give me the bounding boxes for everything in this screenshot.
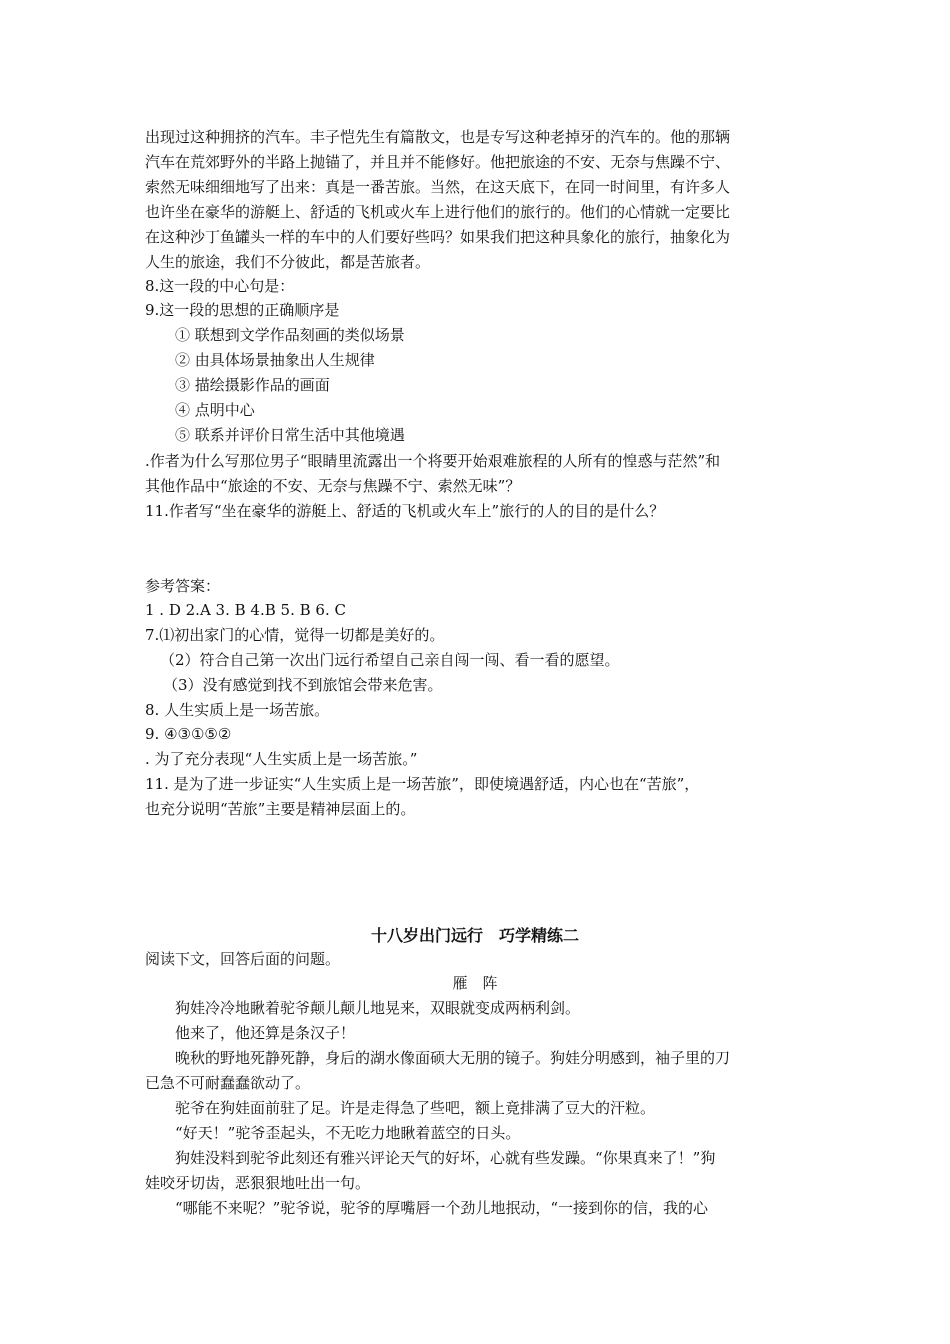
answer-7: 7.⑴初出家门的心情，觉得一切都是美好的。 bbox=[145, 626, 445, 644]
answer-9: 9. ④③①⑤② bbox=[145, 725, 232, 743]
story-line: 狗娃冷冷地瞅着驼爷颠儿颠儿地晃来，双眼就变成两柄利剑。 bbox=[175, 999, 581, 1017]
section-title: 十八岁出门远行 巧学精练二 bbox=[370, 926, 579, 945]
question-9-option: ② 由具体场景抽象出人生规律 bbox=[175, 351, 375, 369]
passage-line: 也许坐在豪华的游艇上、舒适的飞机或火车上进行他们的旅行的。他们的心情就一定要比 bbox=[145, 203, 731, 221]
story-line: 他来了，他还算是条汉子！ bbox=[175, 1024, 356, 1042]
story-line: 狗娃没料到驼爷此刻还有雅兴评论天气的好坏，心就有些发躁。“你果真来了！”狗 bbox=[175, 1149, 716, 1167]
story-line: “好天！”驼爷歪起头，不无吃力地瞅着蓝空的日头。 bbox=[175, 1124, 521, 1142]
answer-7-3: （3）没有感觉到找不到旅馆会带来危害。 bbox=[163, 676, 443, 694]
instruction: 阅读下文，回答后面的问题。 bbox=[145, 950, 341, 968]
answer-11: 11. 是为了进一步证实“人生实质上是一场苦旅”，即使境遇舒适，内心也在“苦旅”， bbox=[145, 775, 700, 793]
story-line: 晚秋的野地死静死静，身后的湖水像面硕大无朋的镜子。狗娃分明感到，袖子里的刀 bbox=[175, 1049, 731, 1067]
question-11: 11.作者写“坐在豪华的游艇上、舒适的飞机或火车上”旅行的人的目的是什么？ bbox=[145, 502, 665, 520]
question-10-cont: 其他作品中“旅途的不安、无奈与焦躁不宁、索然无味”？ bbox=[145, 477, 521, 495]
question-9: 9.这一段的思想的正确顺序是 bbox=[145, 301, 340, 319]
answer-7-2: （2）符合自己第一次出门远行希望自己亲自闯一闯、看一看的愿望。 bbox=[160, 651, 620, 669]
question-8: 8.这一段的中心句是： bbox=[145, 277, 295, 295]
answer-8: 8. 人生实质上是一场苦旅。 bbox=[145, 701, 330, 719]
answers-heading: 参考答案： bbox=[145, 577, 221, 595]
question-9-option: ④ 点明中心 bbox=[175, 401, 255, 419]
question-9-option: ① 联想到文学作品刻画的类似场景 bbox=[175, 326, 405, 344]
story-line: 已急不可耐蠢蠢欲动了。 bbox=[145, 1074, 311, 1092]
answer-11-cont: 也充分说明“苦旅”主要是精神层面上的。 bbox=[145, 800, 416, 818]
answer-10: . 为了充分表现“人生实质上是一场苦旅。” bbox=[145, 750, 418, 768]
passage-line: 人生的旅途，我们不分彼此，都是苦旅者。 bbox=[145, 253, 431, 271]
passage-line: 在这种沙丁鱼罐头一样的车中的人们要好些吗？如果我们把这种具象化的旅行，抽象化为 bbox=[145, 228, 731, 246]
story-line: 娃咬牙切齿，恶狠狠地吐出一句。 bbox=[145, 1174, 371, 1192]
question-9-option: ③ 描绘摄影作品的画面 bbox=[175, 376, 330, 394]
passage-line: 索然无味细细地写了出来：真是一番苦旅。当然，在这天底下，在同一时间里，有许多人 bbox=[145, 178, 731, 196]
story-title: 雁 阵 bbox=[452, 974, 498, 992]
story-line: “哪能不来呢？”驼爷说，驼爷的厚嘴唇一个劲儿地抿动，“一接到你的信，我的心 bbox=[175, 1199, 709, 1217]
answer-1-6: 1 . D 2.A 3. B 4.B 5. B 6. C bbox=[145, 601, 346, 619]
question-10: .作者为什么写那位男子“眼睛里流露出一个将要开始艰难旅程的人所有的惶惑与茫然”和 bbox=[145, 452, 721, 470]
passage-line: 出现过这种拥挤的汽车。丰子恺先生有篇散文，也是专写这种老掉牙的汽车的。他的那辆 bbox=[145, 128, 731, 146]
story-line: 驼爷在狗娃面前驻了足。许是走得急了些吧，额上竟排满了豆大的汗粒。 bbox=[175, 1099, 656, 1117]
question-9-option: ⑤ 联系并评价日常生活中其他境遇 bbox=[175, 426, 405, 444]
passage-line: 汽车在荒郊野外的半路上抛锚了，并且并不能修好。他把旅途的不安、无奈与焦躁不宁、 bbox=[145, 153, 731, 171]
